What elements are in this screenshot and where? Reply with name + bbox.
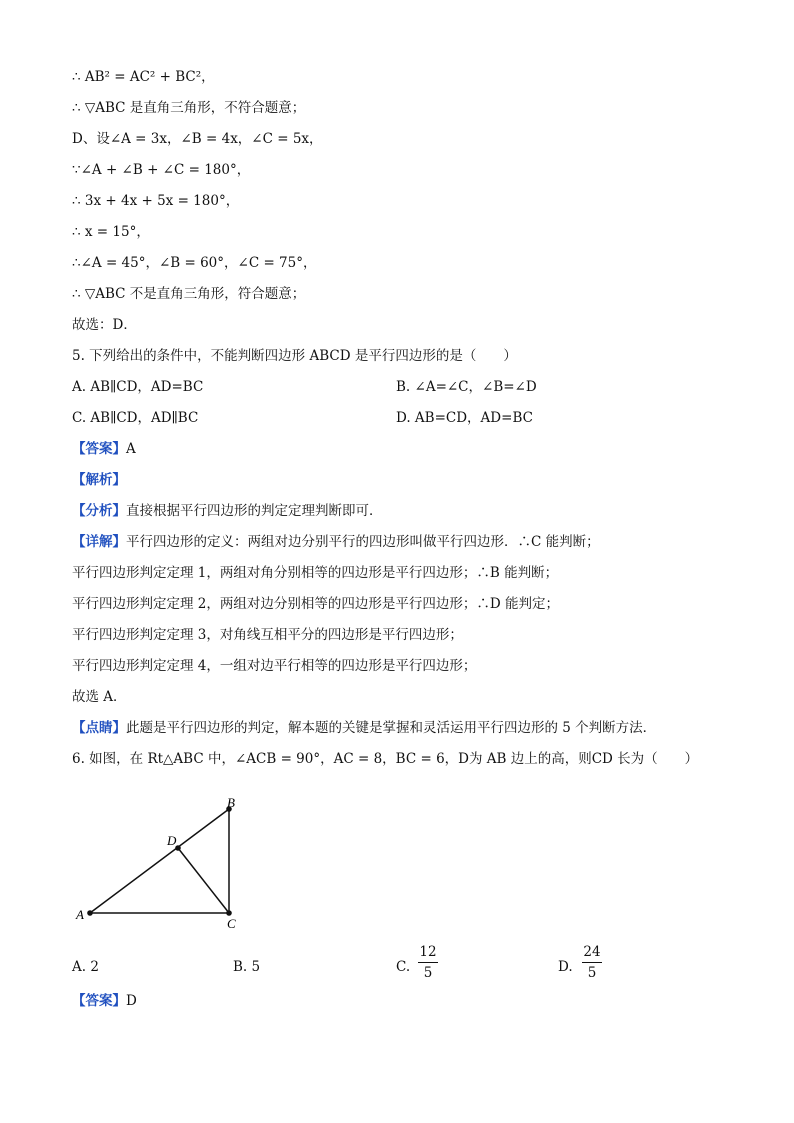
altitude-cd [178,848,229,913]
theorem-line-4: 平行四边形判定定理 4，一组对边平行相等的四边形是平行四边形； [72,658,477,674]
analysis-heading [72,471,126,489]
q5-option-c: C. AB∥CD，AD∥BC [72,410,199,426]
solution-line-9: 故选：D． [72,317,137,333]
question-6: 6. 如图，在 Rt△ABC 中，∠ACB = 90°，AC = 8，BC = 6，D为 AB 边上的高，则CD 长为（ ） [72,751,699,767]
fraction-numerator: 24 [583,944,601,960]
select-a-line: 故选 A． [72,689,127,705]
theorem-line-1: 平行四边形判定定理 1，两组对角分别相等的四边形是平行四边形；∴B 能判断； [72,565,559,581]
q6-option-d-fraction [582,944,602,981]
q6-option-d-label: D. [558,959,573,975]
solution-line-5: ∴ 3x + 4x + 5x = 180°， [72,193,240,209]
answer-value: D [126,993,137,1009]
fraction-bar [418,962,438,963]
answer-tag: 【答案】 [72,441,126,457]
xiangjie-text: 平行四边形的定义：两组对边分别平行的四边形叫做平行四边形．∴C 能判断； [126,534,600,550]
label-b: B [227,795,235,810]
analysis-tag: 【解析】 [72,472,126,488]
q6-option-a: A. 2 [72,959,99,975]
answer-value: A [126,441,136,457]
xiangjie-tag: 【详解】 [72,534,126,550]
theorem-line-2: 平行四边形判定定理 2，两组对边分别相等的四边形是平行四边形；∴D 能判定； [72,596,559,612]
point-a [87,910,93,916]
label-c: C [227,916,236,931]
dianjing-line [72,719,656,737]
q6-option-b: B. 5 [233,959,261,975]
fraction-denominator: 5 [423,965,433,981]
solution-line-7: ∴∠A = 45°，∠B = 60°，∠C = 75°， [72,255,317,271]
xiangjie-line [72,533,600,551]
dianjing-text: 此题是平行四边形的判定，解本题的关键是掌握和灵活运用平行四边形的 5 个判断方法． [126,720,657,736]
solution-line-8: ∴ ▽ABC 不是直角三角形，符合题意； [72,286,306,302]
fraction-numerator: 12 [419,944,437,960]
q6-option-c-label: C. [396,959,411,975]
answer-6 [72,992,137,1010]
fraction-denominator: 5 [587,965,597,981]
triangle-figure [72,792,252,932]
point-c [226,910,232,916]
answer-tag: 【答案】 [72,993,126,1009]
solution-line-4: ∵∠A + ∠B + ∠C = 180°， [72,162,251,178]
theorem-line-3: 平行四边形判定定理 3，对角线互相平分的四边形是平行四边形； [72,627,463,643]
q6-option-c-fraction [418,944,438,981]
question-5: 5. 下列给出的条件中，不能判断四边形 ABCD 是平行四边形的是（ ） [72,348,517,364]
answer-5 [72,440,136,458]
solution-line-6: ∴ x = 15°， [72,224,150,240]
side-ab [90,809,229,913]
q5-option-d: D. AB=CD，AD=BC [396,410,533,426]
dianjing-tag: 【点睛】 [72,720,126,736]
solution-line-3: D、设∠A = 3x，∠B = 4x，∠C = 5x， [72,131,323,147]
solution-line-2: ∴ ▽ABC 是直角三角形，不符合题意； [72,100,306,116]
fenxi-tag: 【分析】 [72,503,126,519]
fenxi-text: 直接根据平行四边形的判定定理判断即可． [126,503,383,519]
label-d: D [167,833,177,848]
solution-line-1: ∴ AB² = AC² + BC²， [72,69,215,85]
fraction-bar [582,962,602,963]
q5-option-b: B. ∠A=∠C，∠B=∠D [396,379,537,395]
q5-option-a: A. AB∥CD，AD=BC [72,379,204,395]
fenxi-line [72,502,383,520]
label-a: A [76,907,84,922]
